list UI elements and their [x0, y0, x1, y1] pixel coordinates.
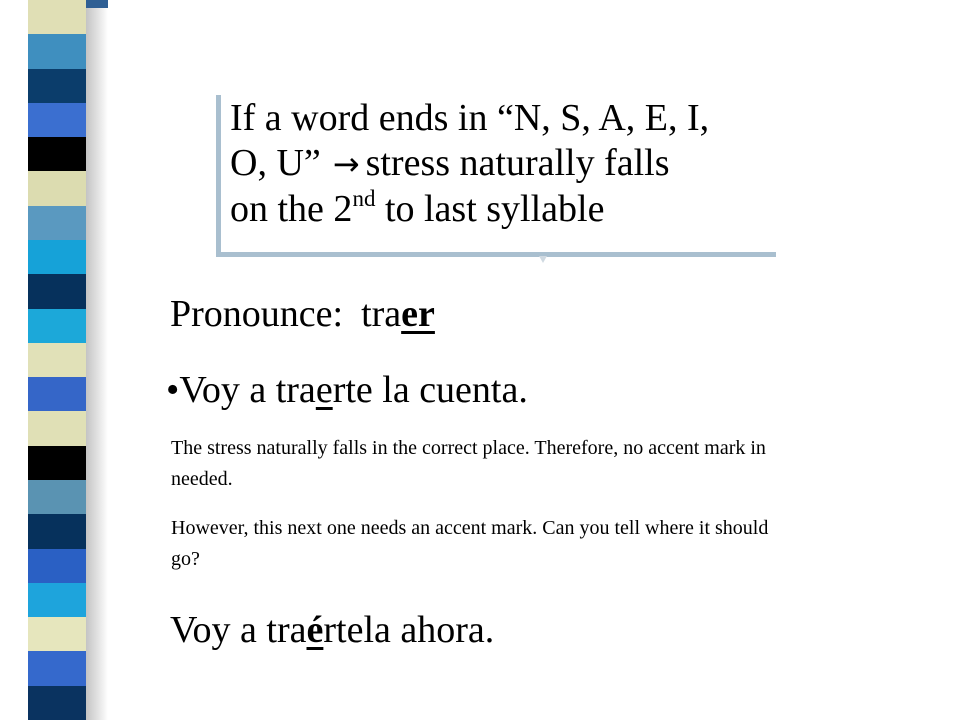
- rule-line-2-end: stress naturally falls: [365, 142, 670, 184]
- stripe-square: [28, 377, 86, 412]
- rule-line-2-start: O, U”: [230, 142, 321, 184]
- rule-line-2: [230, 141, 790, 187]
- stripe-square: [28, 171, 86, 206]
- stripe-square: [28, 206, 86, 241]
- example-sentence-2: [170, 608, 494, 652]
- example-2-suffix: rtela ahora.: [323, 609, 495, 651]
- stripe-square: [28, 103, 86, 138]
- stripe-square: [28, 274, 86, 309]
- stripe-square: [28, 583, 86, 618]
- stripe-square: [28, 617, 86, 652]
- stripe-square: [28, 651, 86, 686]
- example-sentence-1: [166, 368, 528, 412]
- stripe-square: [28, 34, 86, 69]
- stripe-square: [28, 514, 86, 549]
- pronounce-label: Pronounce:: [170, 293, 344, 335]
- rule-line-3-end: to last syllable: [375, 188, 605, 230]
- rule-box-tick: [539, 256, 547, 263]
- stripe-corner: [86, 0, 108, 8]
- example-1-prefix: Voy a tra: [179, 369, 316, 411]
- arrow-right-icon: →: [332, 145, 360, 183]
- explanation-2: However, this next one needs an accent mark. Can you tell where it should go?: [171, 517, 769, 570]
- stripe-square: [28, 686, 86, 720]
- stress-rule: [230, 96, 790, 232]
- stripe-square: [28, 69, 86, 104]
- rule-line-1: If a word ends in “N, S, A, E, I,: [230, 97, 710, 139]
- pronounce-word-prefix: tra: [361, 293, 402, 335]
- stripe-square: [28, 0, 86, 35]
- pronounce-word-stress: er: [401, 293, 435, 335]
- example-1-suffix: rte la cuenta.: [332, 369, 528, 411]
- rule-line-3-start: on the 2: [230, 188, 353, 230]
- decorative-stripe: [28, 0, 86, 720]
- stripe-shadow: [86, 0, 108, 720]
- stripe-square: [28, 240, 86, 275]
- stripe-square: [28, 480, 86, 515]
- rule-line-3: [230, 187, 790, 232]
- pronounce-line: [170, 292, 435, 336]
- stripe-square: [28, 411, 86, 446]
- example-2-stress: é: [306, 609, 324, 651]
- stripe-square: [28, 309, 86, 344]
- example-2-prefix: Voy a tra: [170, 609, 307, 651]
- stripe-square: [28, 343, 86, 378]
- stripe-square: [28, 137, 86, 172]
- stripe-square: [28, 446, 86, 481]
- stripe-square: [28, 549, 86, 584]
- ordinal-suffix: nd: [352, 186, 376, 211]
- explanation-1: The stress naturally falls in the correct place. Therefore, no accent mark in needed.: [171, 437, 766, 490]
- example-1-stress: e: [315, 369, 333, 411]
- bullet: •: [166, 369, 180, 411]
